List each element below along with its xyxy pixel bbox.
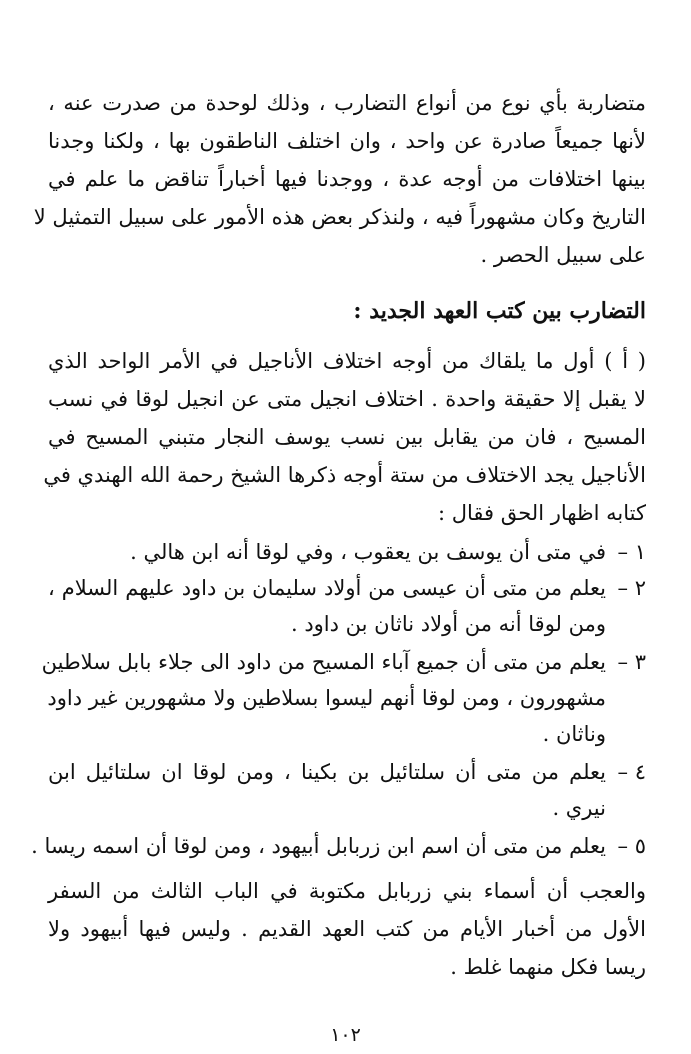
list-item-number: ٢ – — [617, 576, 646, 600]
section-a-line: الأناجيل يجد الاختلاف من ستة أوجه ذكرها الشيخ رحمة الله الهندي في — [43, 463, 646, 487]
intro-line: متضاربة بأي نوع من أنواع التضارب ، وذلك لوحدة من صدرت عنه ، — [48, 91, 646, 115]
page-number: ١٠٢ — [330, 1024, 361, 1046]
list-item-number: ٥ – — [617, 834, 646, 858]
list-item-text: يعلم من متى أن عيسى من أولاد سليمان بن داود عليهم السلام ، — [48, 576, 606, 600]
intro-line: التاريخ وكان مشهوراً فيه ، ولنذكر بعض هذه الأمور على سبيل التمثيل لا — [33, 205, 646, 229]
intro-line: على سبيل الحصر . — [480, 243, 646, 267]
list-item-text: في متى أن يوسف بن يعقوب ، وفي لوقا أنه ابن هالي . — [130, 540, 606, 564]
list-item-text: مشهورون ، ومن لوقا أنهم ليسوا بسلاطين ولا مشهورين غير داود — [47, 686, 606, 710]
list-item-text: يعلم من متى أن اسم ابن زربابل أبيهود ، ومن لوقا أن اسمه ريسا . — [31, 834, 606, 858]
section-a-line: كتابه اظهار الحق فقال : — [437, 501, 646, 525]
closing-line: والعجب أن أسماء بني زربابل مكتوبة في الباب الثالث من السفر — [48, 879, 646, 903]
list-item-text: ومن لوقا أنه من أولاد ناثان بن داود . — [290, 612, 606, 636]
list-item-text: يعلم من متى أن جميع آباء المسيح من داود الى جلاء بابل سلاطين — [41, 650, 606, 674]
list-item-text: نيري . — [552, 796, 606, 820]
section-a-line: ( أ ) أول ما يلقاك من أوجه اختلاف الأناجيل في الأمر الواحد الذي — [48, 349, 646, 373]
intro-line: بينها اختلافات من أوجه عدة ، ووجدنا فيها أخباراً تناقض ما علم في — [48, 167, 646, 191]
list-item-text: يعلم من متى أن سلتائيل بن بكينا ، ومن لوقا ان سلتائيل ابن — [48, 760, 606, 784]
list-item-text: وناثان . — [542, 722, 606, 746]
list-item-number: ٣ – — [617, 650, 646, 674]
closing-line: ريسا فكل منهما غلط . — [450, 955, 646, 979]
section-heading: التضارب بين كتب العهد الجديد : — [353, 298, 646, 324]
section-a-line: لا يقبل إلا حقيقة واحدة . اختلاف انجيل متى عن انجيل لوقا في نسب — [48, 387, 646, 411]
section-a-line: المسيح ، فان من يقابل بين نسب يوسف النجار متبني المسيح في — [48, 425, 646, 449]
closing-line: الأول من أخبار الأيام من كتب العهد القديم . وليس فيها أبيهود ولا — [48, 917, 646, 941]
list-item-number: ١ – — [617, 540, 646, 564]
intro-line: لأنها جميعاً صادرة عن واحد ، وان اختلف الناطقون بها ، ولكنا وجدنا — [48, 129, 646, 153]
list-item-number: ٤ – — [617, 760, 646, 784]
